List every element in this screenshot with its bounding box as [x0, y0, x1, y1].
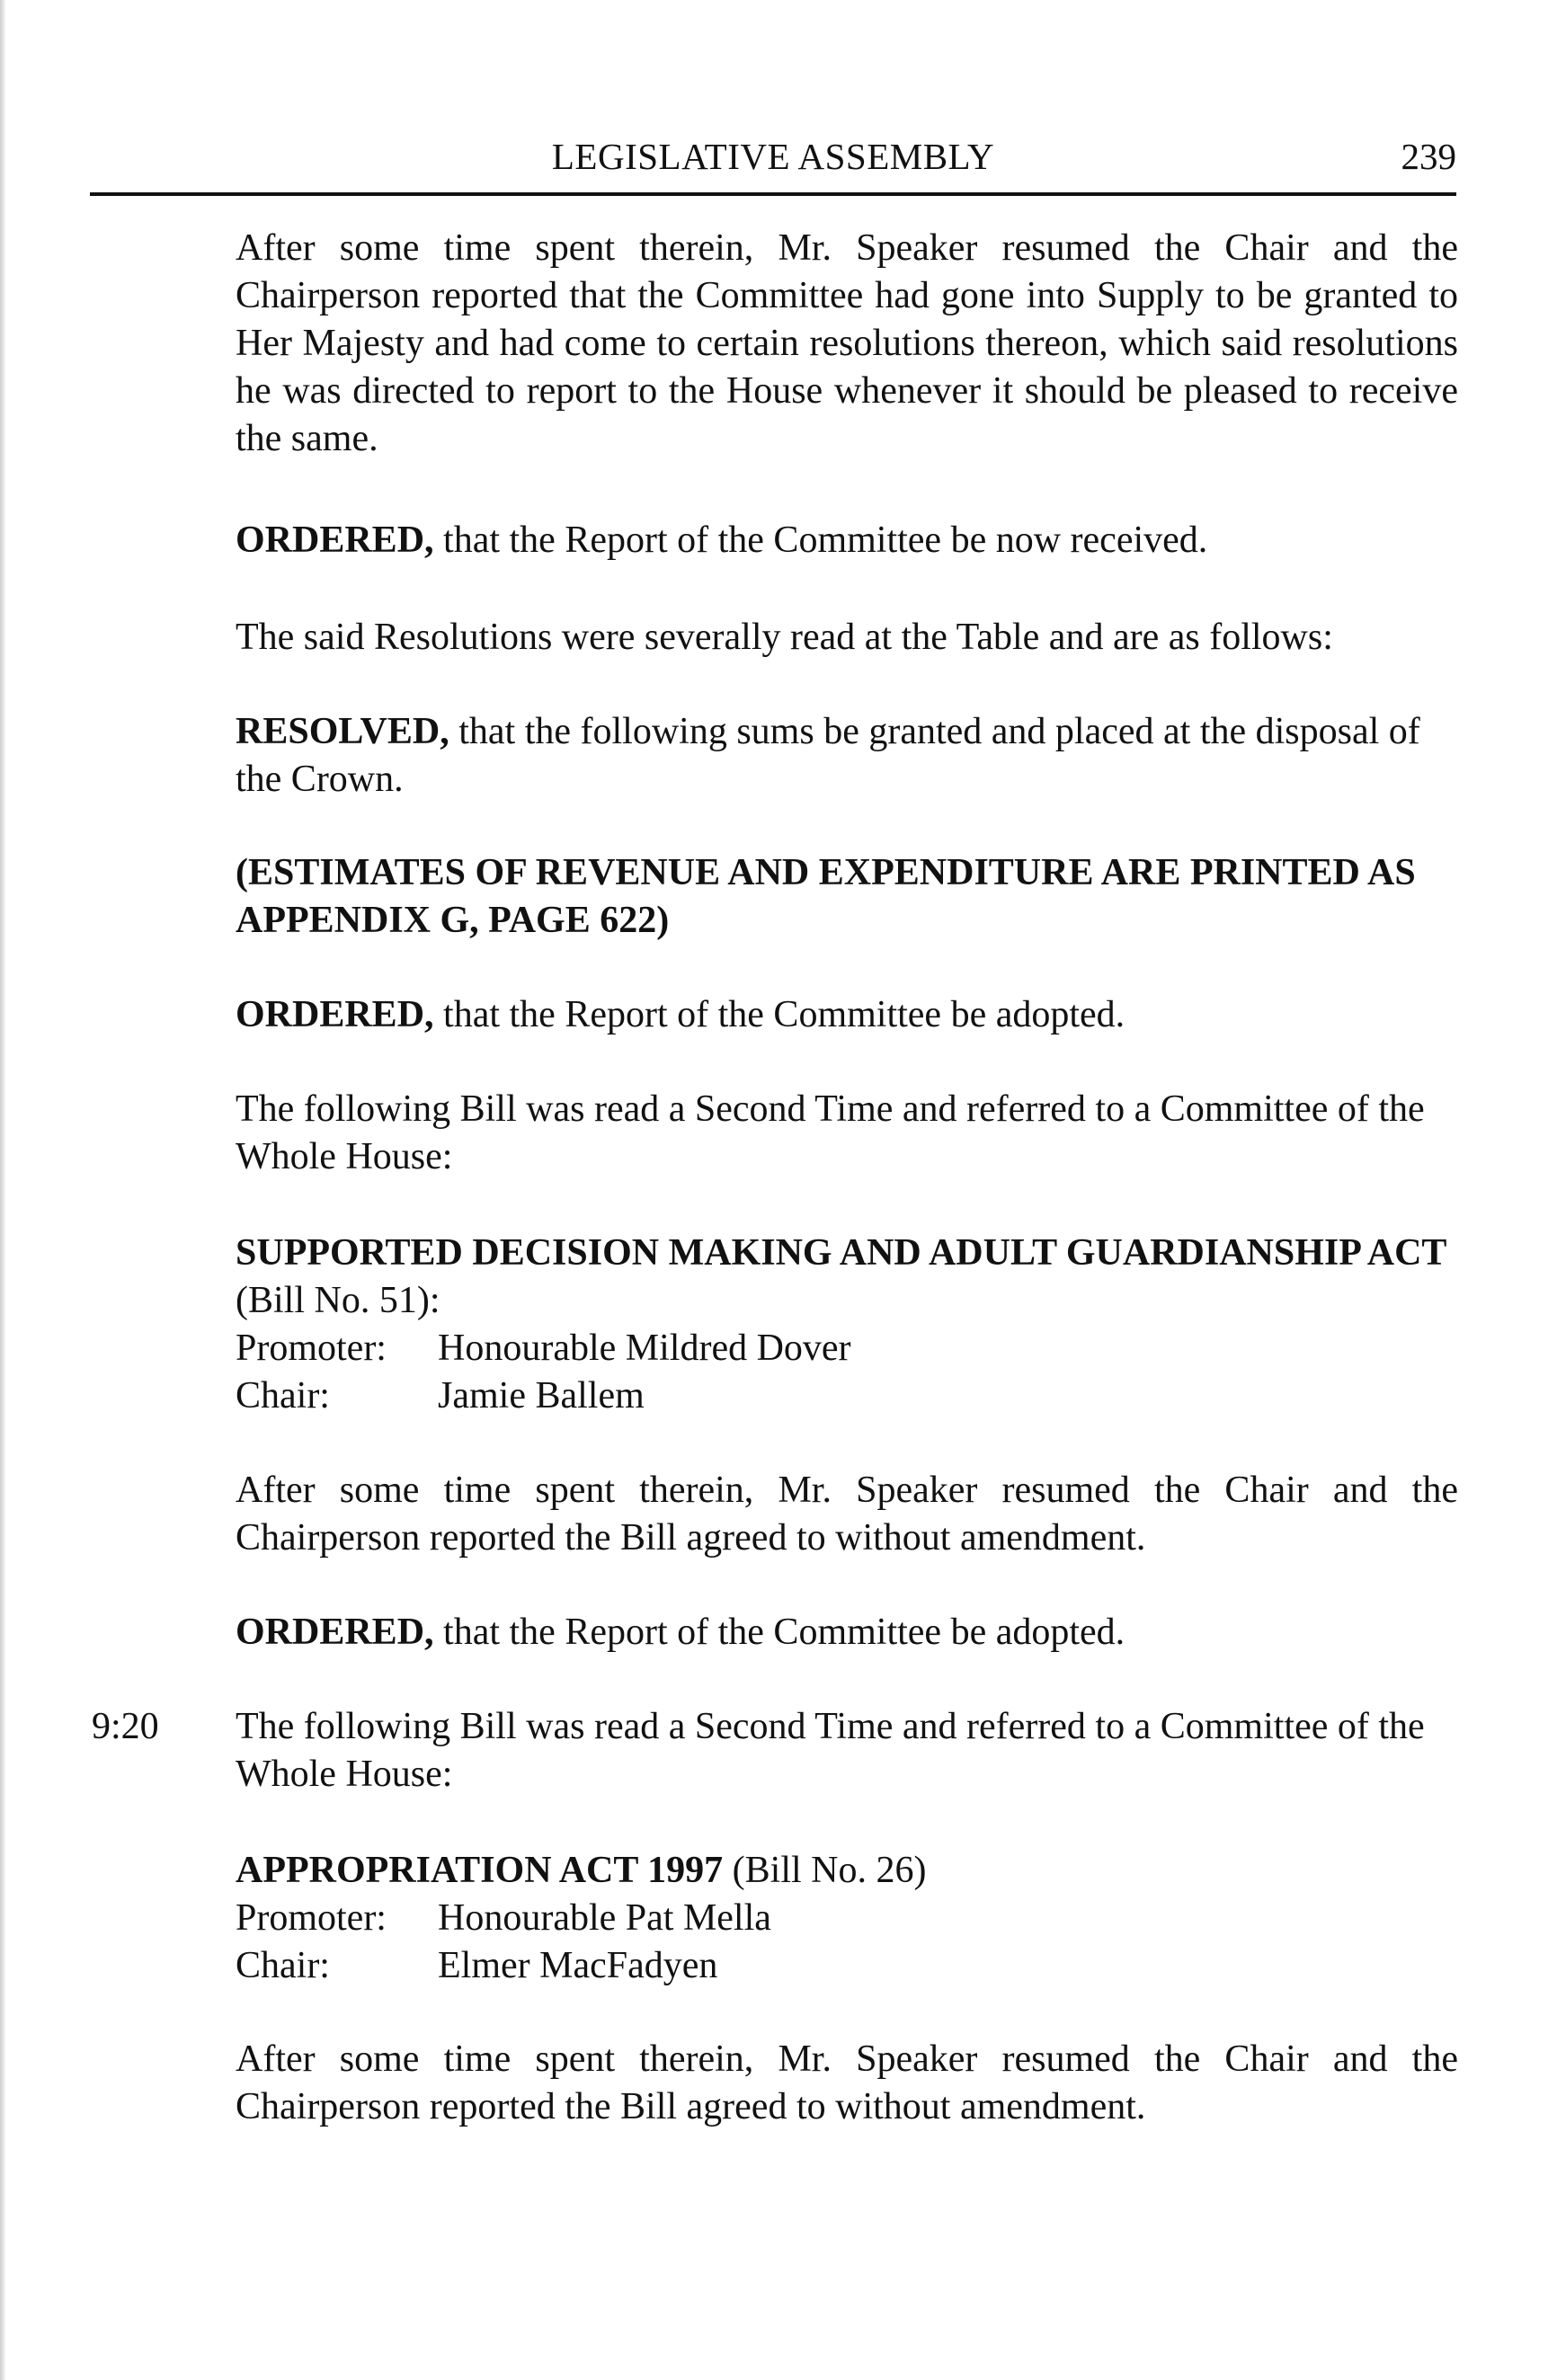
- resolved-keyword: RESOLVED,: [236, 711, 449, 752]
- paragraph-bill-agreed-2: After some time spent therein, Mr. Speaker resumed the Chair and the Chairperson reported the Bill agreed to without amendment.: [236, 2038, 1458, 2127]
- resolved-text: that the following sums be granted and placed at the disposal of the Crown.: [236, 711, 1420, 800]
- chair-name: Elmer MacFadyen: [438, 1945, 718, 1986]
- bill-chair-line: [236, 1372, 1458, 1420]
- paragraph-second-reading-2: The following Bill was read a Second Time and referred to a Committee of the Whole House:: [236, 1706, 1425, 1795]
- bill-number: (Bill No. 51):: [236, 1280, 440, 1321]
- bill-block-26: [236, 1847, 1458, 1990]
- paragraph-second-reading-1: The following Bill was read a Second Time and referred to a Committee of the Whole House:: [236, 1088, 1425, 1177]
- paragraph-ordered-adopted-2: [236, 1609, 1458, 1656]
- ordered-text: that the Report of the Committee be adopted.: [433, 994, 1125, 1035]
- bill-promoter-line: [236, 1895, 1458, 1942]
- promoter-label: Promoter:: [236, 1897, 387, 1939]
- bill-title-line: [236, 1230, 1458, 1325]
- page-number: 239: [1401, 136, 1456, 177]
- chair-label: Chair:: [236, 1945, 330, 1986]
- promoter-name: Honourable Mildred Dover: [438, 1328, 851, 1369]
- margin-time-stamp: 9:20: [92, 1706, 159, 1747]
- paragraph-ordered-received: [236, 517, 1458, 564]
- bill-title: SUPPORTED DECISION MAKING AND ADULT GUARDIANSHIP ACT: [236, 1232, 1447, 1274]
- bill-number: (Bill No. 26): [723, 1850, 927, 1891]
- running-header: [90, 135, 1456, 196]
- paragraph-resolutions-read: The said Resolutions were severally read at the Table and are as follows:: [236, 617, 1333, 658]
- chair-name: Jamie Ballem: [438, 1375, 645, 1416]
- paragraph-bill-agreed-1: After some time spent therein, Mr. Speaker resumed the Chair and the Chairperson reported the Bill agreed to without amendment.: [236, 1470, 1458, 1559]
- bill-title: APPROPRIATION ACT 1997: [236, 1850, 724, 1891]
- bill-chair-line: [236, 1942, 1458, 1990]
- ordered-text: that the Report of the Committee be adopted.: [433, 1612, 1125, 1653]
- paragraph-ordered-adopted-1: [236, 991, 1458, 1039]
- bill-block-51: [236, 1230, 1458, 1420]
- bill-promoter-line: [236, 1325, 1458, 1372]
- header-title: LEGISLATIVE ASSEMBLY: [551, 136, 995, 177]
- chair-label: Chair:: [236, 1375, 330, 1416]
- ordered-text: that the Report of the Committee be now received.: [433, 520, 1208, 561]
- paragraph-supply-report: After some time spent therein, Mr. Speaker resumed the Chair and the Chairperson reported that the Committee had gone into Supply to be granted to Her Majesty and had come to certain resolutions thereon, which said resolutions he was directed to report to the House whenever it should be pleased to receive the same.: [236, 227, 1458, 459]
- promoter-name: Honourable Pat Mella: [438, 1897, 771, 1939]
- ordered-keyword: ORDERED,: [236, 1612, 434, 1653]
- promoter-label: Promoter:: [236, 1328, 387, 1369]
- bill-title-line: [236, 1847, 1458, 1895]
- ordered-keyword: ORDERED,: [236, 520, 434, 561]
- ordered-keyword: ORDERED,: [236, 994, 434, 1035]
- paragraph-resolved: [236, 708, 1458, 804]
- paragraph-estimates-note: (ESTIMATES OF REVENUE AND EXPENDITURE ARE PRINTED AS APPENDIX G, PAGE 622): [236, 852, 1416, 941]
